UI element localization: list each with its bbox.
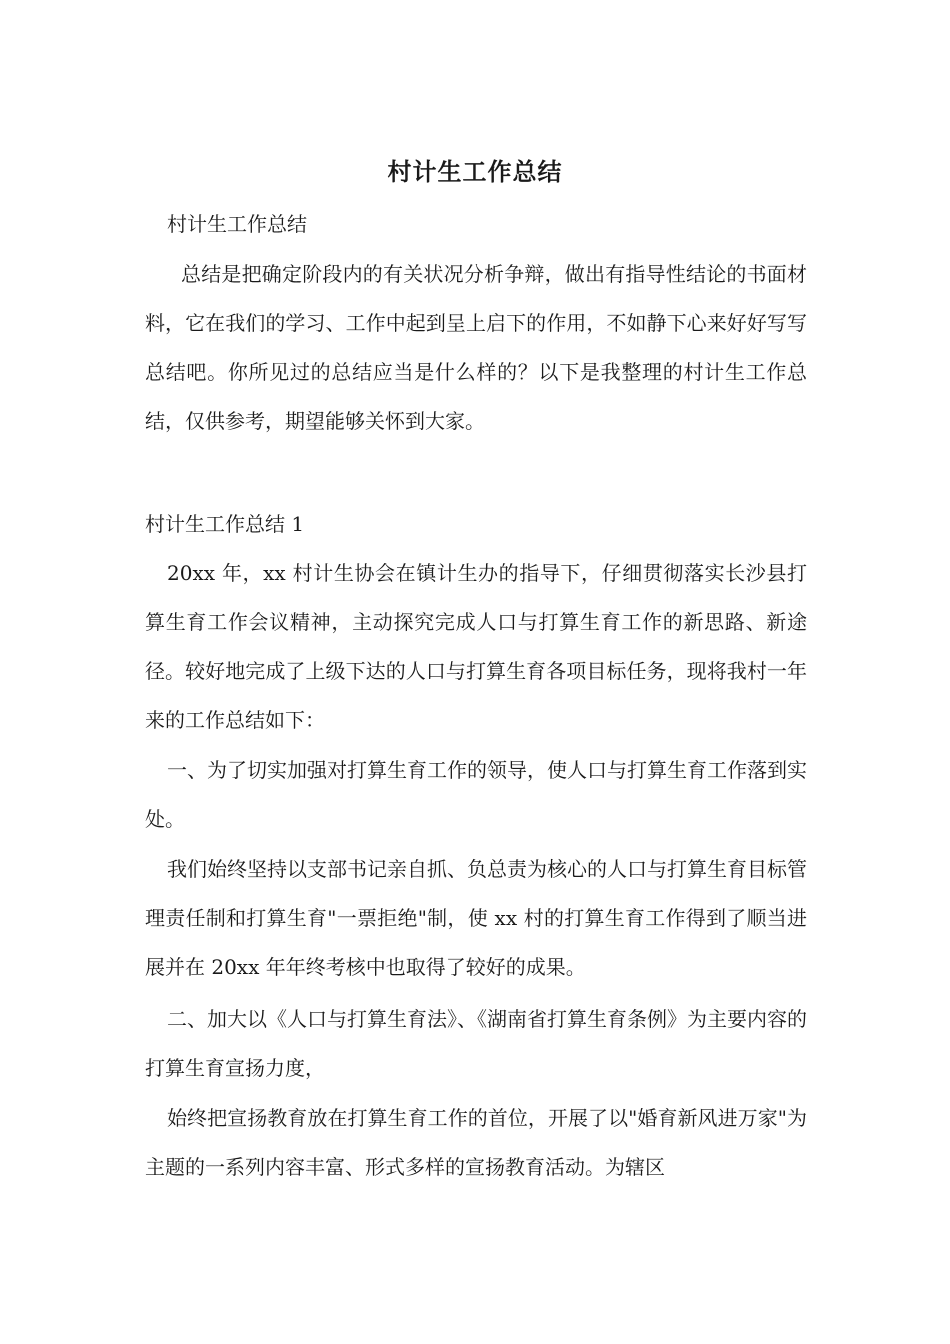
document-title: 村计生工作总结 bbox=[387, 157, 563, 186]
intro-paragraph: 总结是把确定阶段内的有关状况分析争辩，做出有指导性结论的书面材料，它在我们的学习、工作中起到呈上启下的作用，不如静下心来好好写写总结吧。你所见过的总结应当是什么样的？以下是我整理的村计生工作总结，仅供参考，期望能够关怀到大家。 bbox=[145, 262, 807, 433]
body-paragraph: 我们始终坚持以支部书记亲自抓、负总责为核心的人口与打算生育目标管理责任制和打算生育"一票拒绝"制，使 xx 村的打算生育工作得到了顺当进展并在 20xx 年年终考核中也取得了较好的成果。 bbox=[145, 857, 807, 979]
body-paragraph: 20xx 年，xx 村计生协会在镇计生办的指导下，仔细贯彻落实长沙县打算生育工作会议精神，主动探究完成人口与打算生育工作的新思路、新途径。较好地完成了上级下达的人口与打算生育各项目标任务，现将我村一年来的工作总结如下： bbox=[145, 561, 807, 732]
section-heading: 村计生工作总结 1 bbox=[145, 512, 305, 536]
numbered-heading-1: 一、为了切实加强对打算生育工作的领导，使人口与打算生育工作落到实处。 bbox=[145, 758, 807, 831]
numbered-heading-2: 二、加大以《人口与打算生育法》、《湖南省打算生育条例》为主要内容的打算生育宣扬力度， bbox=[145, 1007, 807, 1080]
subtitle-paragraph: 村计生工作总结 bbox=[167, 212, 307, 236]
body-paragraph: 始终把宣扬教育放在打算生育工作的首位，开展了以"婚育新风进万家"为主题的一系列内容丰富、形式多样的宣扬教育活动。为辖区 bbox=[145, 1106, 807, 1179]
